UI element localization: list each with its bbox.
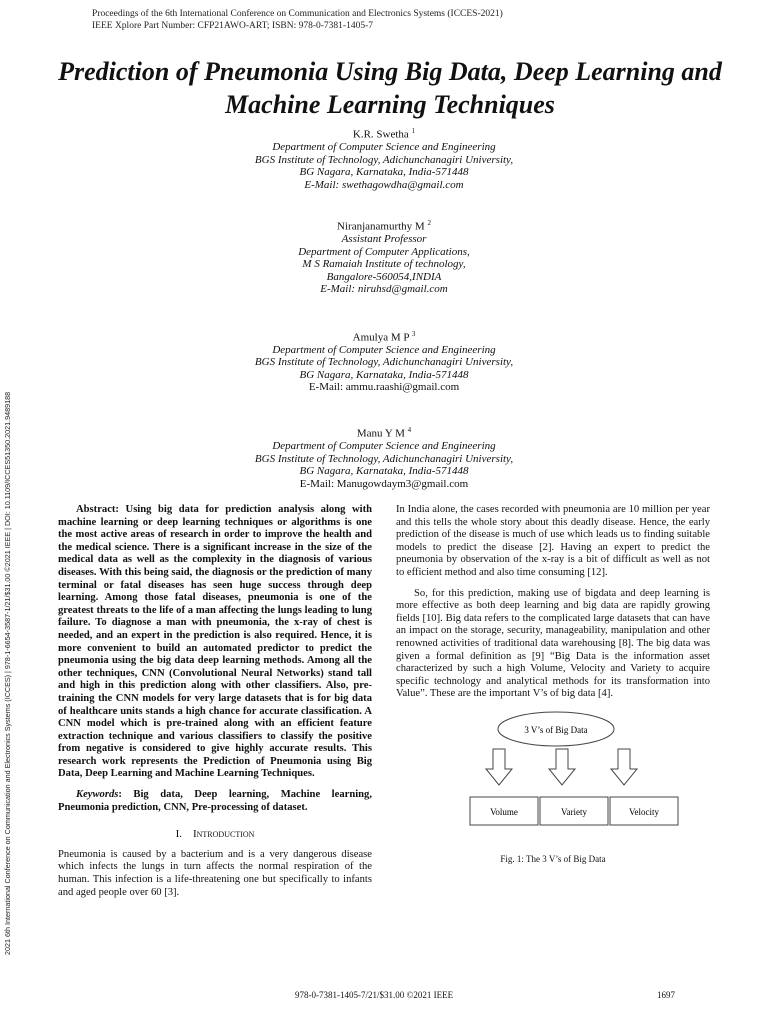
author-email: E-Mail: Manugowdaym3@gmail.com [299,477,469,490]
author-role: Assistant Professor [341,233,427,246]
diagram-top-label: 3 V’s of Big Data [524,724,588,735]
section-heading-introduction [58,828,372,841]
author-department: Department of Computer Applications, [298,245,470,258]
variety-label: Variety [561,806,587,817]
author-email: E-Mail: ammu.raashi@gmail.com [308,381,460,394]
right-column [396,504,710,871]
author-name: Niranjanamurthy M $^2$ [337,219,431,233]
author-department: Department of Computer Science and Engineering [272,440,496,453]
header-line-1: Proceedings of the 6th International Conference on Communication and Electronics Systems (ICCES-2021) [92,9,503,19]
section-title: Introduction [192,828,255,841]
author-block-1 [0,125,768,191]
section-number: I. [175,828,182,841]
left-column [58,504,372,899]
author-block-4 [0,424,768,490]
down-arrow-icon [611,749,637,785]
author-institution: M S Ramaiah Institute of technology, [302,258,466,271]
running-header [92,8,503,32]
author-block-3 [0,328,768,394]
author-address: BG Nagara, Karnataka, India-571448 [299,465,469,478]
body-paragraph-1: In India alone, the cases recorded with pneumonia are 10 million per year and this tells the whole story about this deadly disease. Hence, the early prediction of the disease is much of use which leads us to finding suitable models to predict the disease [2]. Having an expert to predict the pneumonia by observation of the x-ray is a bit of difficult as well as not to efficient method and also time consuming [12]. [396,504,710,578]
body-paragraph-2: So, for this prediction, making use of bigdata and deep learning is more effective as both deep learning and big data are rapidly growing fields [10]. Big data refers to the complicated large datasets that can have an impact on the storage, security, manageability, manipulation and other renowned activities of traditional data warehousing [8]. The big data was given a formal definition as [9] “Big Data is the information asset characterized by such a high Volume, Velocity and Variety to acquire specific technology and analytical methods for its transformation into Value”. These are the important V’s of big data [4]. [396,587,710,700]
keywords [58,789,372,814]
author-name: Manu Y M $^4$ [356,425,412,440]
author-name: K.R. Swetha $^1$ [352,127,416,141]
author-institution: BGS Institute of Technology, Adichunchanagiri University, [254,153,514,166]
down-arrow-icon [486,749,512,785]
figure-3vs [396,711,710,871]
side-doi-note: 2021 6th International Conference on Communication and Electronics Systems (ICCES) | 978-1-6654-3587-1/21/$31.00 ©2021 IEEE | DOI: 10.1109/ICCES51350.2021.9489188 [3,391,12,955]
figure-diagram [396,711,710,851]
figure-caption: Fig. 1: The 3 V’s of Big Data [500,853,606,864]
author-institution: BGS Institute of Technology, Adichunchanagiri University, [254,452,514,465]
footer-copyright: 978-0-7381-1405-7/21/$31.00 ©2021 IEEE [295,990,454,1000]
author-department: Department of Computer Science and Engineering [272,141,496,154]
header-line-2: IEEE Xplore Part Number: CFP21AWO-ART; ISBN: 978-0-7381-1405-7 [92,21,374,31]
author-address: Bangalore-560054,INDIA [326,270,442,283]
intro-paragraph: Pneumonia is caused by a bacterium and is a very dangerous disease which infects the lungs in turn affects the normal respiration of the human. This infection is a life-threatening one but specifically to infants and aged people over 60 [3]. [58,848,372,898]
paper-title: Prediction of Pneumonia Using Big Data, Deep Learning and Machine Learning Techniques [58,57,722,119]
down-arrow-icon [549,749,575,785]
author-address: BG Nagara, Karnataka, India-571448 [299,368,469,381]
keywords-text: : Big data, Deep learning, Machine learning, Pneumonia prediction, CNN, Pre-processing of dataset. [58,789,372,813]
volume-label: Volume [490,806,518,817]
author-institution: BGS Institute of Technology, Adichunchanagiri University, [254,356,514,369]
author-department: Department of Computer Science and Engineering [272,343,496,356]
page-number: 1697 [657,990,675,1000]
author-email: E-Mail: swethagowdha@gmail.com [304,178,464,191]
author-name: Amulya M P $^3$ [352,329,416,344]
abstract: Abstract: Using big data for prediction analysis along with machine learning or deep learning techniques or algorithms is one the most active areas of research in order to improve the health and the medical science. There is a significant increase in the size of the medical data as well as the complexity in the diagnosis of various diseases. With this being said, the diagnosis or the prediction of many terminal or fatal diseases has seen huge success through deep learning. Among those fatal diseases, pneumonia is one of the greatest threats to the life of a man affecting the lungs leading to lung failure. To diagnose a man with pneumonia, the x-ray of chest is needed, and an expert in the prediction is also required. Hence, it is more convenient to build an automated predictor to predict the pneumonia using the big data deep learning methods. Among all the other techniques, CNN (Convolutional Neural Networks) stand tall and high in this prediction along with other classifiers. Also, pre-training the CNN models for very large datasets that is for big data of healthcare units stands a high chance for accurate classification. A CNN model which is pre-trained along with an efficient feature extraction technique and various classifiers to classify the positive from negative is considered to give highly accurate results. This research work represents the Prediction of Pneumonia using Big Data, Deep Learning and Machine Learning Techniques. [58,504,372,780]
keywords-label: Keywords [76,789,119,801]
author-address: BG Nagara, Karnataka, India-571448 [299,166,469,179]
velocity-label: Velocity [629,806,659,817]
author-list [0,125,768,516]
author-email: E-Mail: niruhsd@gmail.com [320,283,448,296]
author-block-2 [0,217,768,296]
